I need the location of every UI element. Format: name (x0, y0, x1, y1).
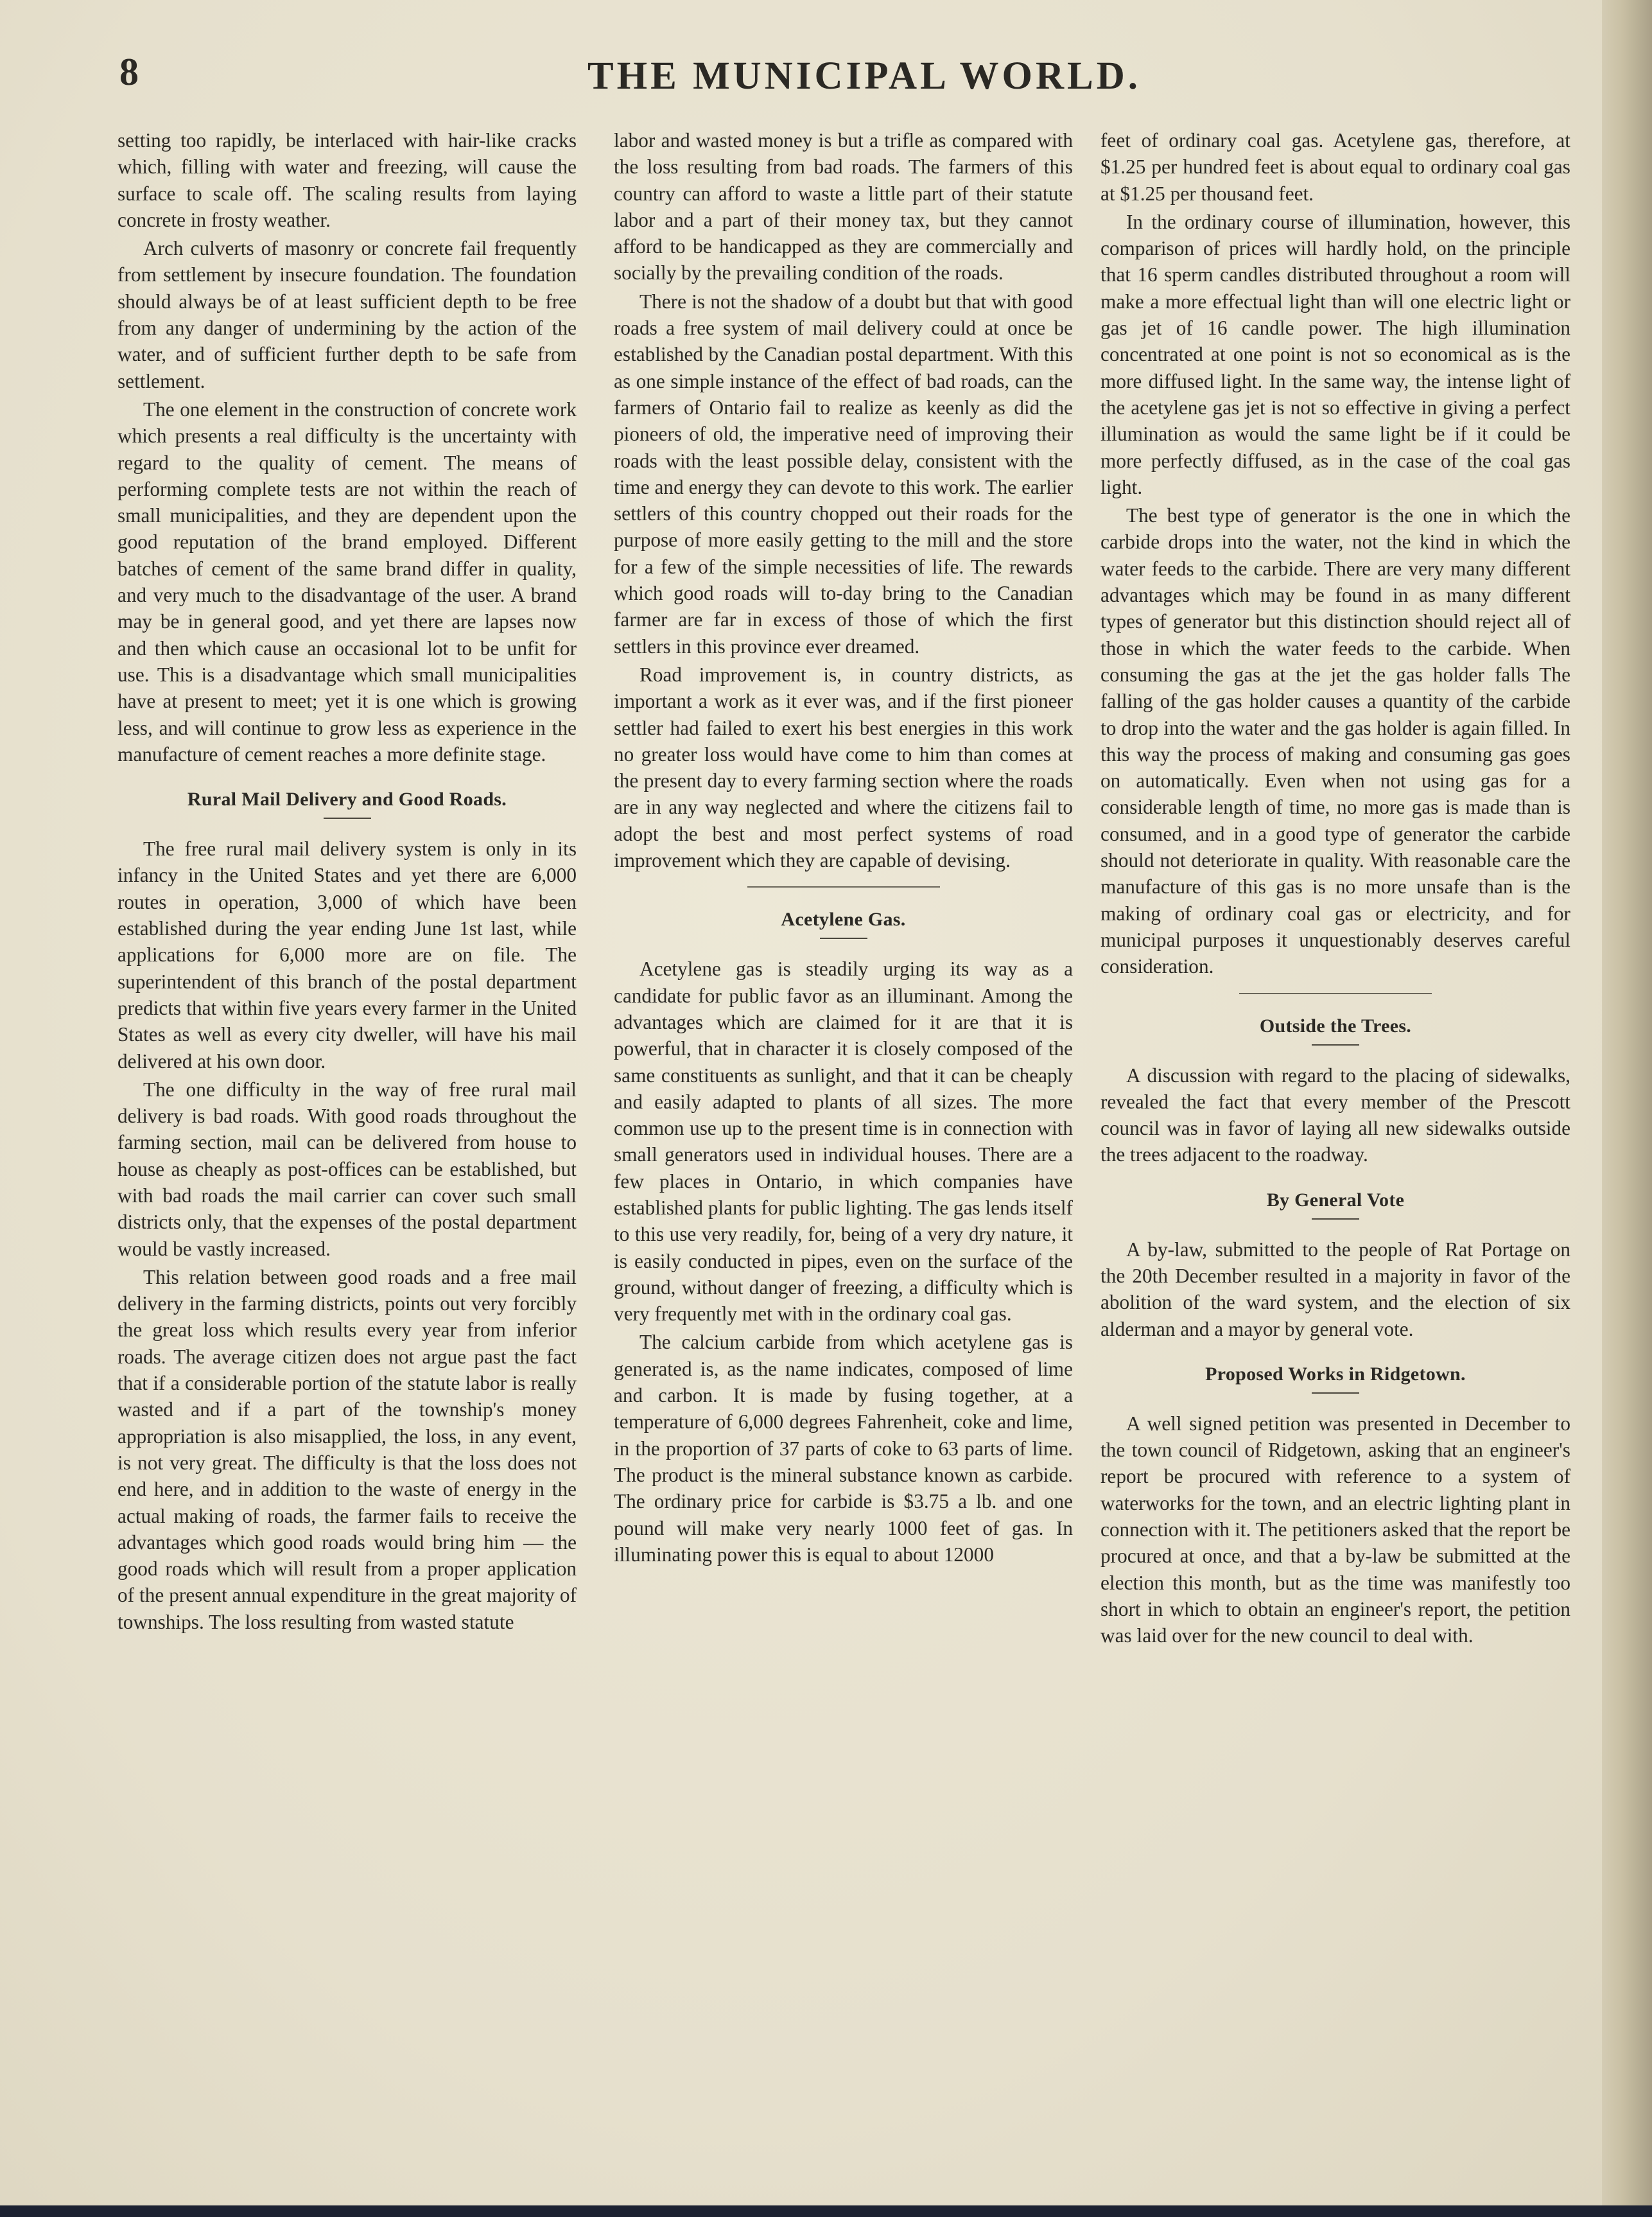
heading-rule (1312, 1218, 1359, 1220)
page-edge-bottom (0, 2205, 1652, 2217)
paragraph: Road improvement is, in country districts, as important a work as it ever was, and if the first pioneer settler had failed to exert his best energies in this work no greater loss would have come to him than comes at the present day to every farming section where the roads are in any way neglected and where the citizens fail to adopt the best and most perfect systems of road improvement which they are capable of devising. (614, 663, 1073, 872)
paragraph: The one element in the construction of concrete work which presents a real difficulty is the uncertainty with regard to the quality of cement. The means of performing complete tests are not within the reach of small municipalities, and they are dependent upon the good reputation of the brand employed. Different batches of cement of the same brand differ in quality, and very much to the disadvantage of the user. A brand may be in general good, and yet there are lapses now and then which cause an occasional lot to be unfit for use. This is a disadvantage which small municipalities have at present to meet; yet it is one which is growing less, and will continue to grow less as experience in the manufacture of cement reaches a more definite stage. (117, 398, 577, 766)
paragraph: In the ordinary course of illumination, however, this comparison of prices will hardly hold, on the principle that 16 sperm candles distributed throughout a room will make a more effectual light than will one electric light or gas jet of 16 candle power. The high illumination concentrated at one point is not so economical as is the more diffused light. In the same way, the intense light of the acetylene gas jet is not so effective in giving a perfect illumination as would the same light be if it could be more perfectly diffused, as in the case of the coal gas light. (1100, 210, 1570, 498)
paragraph: labor and wasted money is but a trifle as compared with the loss resulting from bad roads. The farmers of this country can afford to waste a little part of their statute labor and a part of their money tax, but they cannot afford to be handicapped as they are commercially and socially by the prevailing condition of the roads. (614, 129, 1073, 285)
section-divider (747, 886, 940, 888)
paragraph: A discussion with regard to the placing of sidewalks, revealed the fact that every member of the Prescott council was in favor of laying all new sidewalks outside the trees adjacent to the roadway. (1100, 1064, 1570, 1166)
paragraph: There is not the shadow of a doubt but that with good roads a free system of mail delivery could at once be established by the Canadian postal department. With this as one simple instance of the effect of bad roads, can the farmers of Ontario fail to realize as keenly as did the pioneers of old, the imperative need of improving their roads with the least possible delay, consistent with the time and energy they can devote to this work. The earlier settlers of this country chopped out their roads for the purpose of more easily getting to the mill and the store for a few of the simple necessities of life. The rewards which good roads will to-day bring to the Canadian farmer are far in excess of those of which the first settlers in this province ever dreamed. (614, 290, 1073, 658)
paragraph: The calcium carbide from which acetylene gas is generated is, as the name indicates, composed of lime and carbon. It is made by fusing together, at a temperature of 6,000 degrees Fahrenheit, coke and lime, in the proportion of 37 parts of coke to 63 parts of lime. The product is the mineral substance known as carbide. The ordinary price for carbide is $3.75 a lb. and one pound will make very nearly 1000 feet of gas. In illuminating power this is equal to about 12000 (614, 1331, 1073, 1566)
paragraph: Arch culverts of masonry or concrete fail frequently from settlement by insecure foundation. The foundation should always be of at least sufficient depth to be free from any danger of undermining by the action of the water, and of sufficient further depth to be safe from settlement. (117, 237, 577, 392)
paragraph: A by-law, submitted to the people of Rat Portage on the 20th December resulted in a majority in favor of the abolition of the ward system, and the election of six alderman and a mayor by general vote. (1100, 1238, 1570, 1340)
page-number: 8 (119, 51, 140, 93)
heading-rule (1312, 1392, 1359, 1394)
section-heading: Acetylene Gas. (781, 909, 906, 931)
paragraph: The one difficulty in the way of free rural mail delivery is bad roads. With good roads throughout the farming section, mail can be delivered from house to house as cheaply as post-offices can be established, but with bad roads the mail carrier can cover such small districts only, that the expenses of the postal department would be vastly increased. (117, 1078, 577, 1260)
paragraph: The free rural mail delivery system is only in its infancy in the United States and yet there are 6,000 routes in operation, 3,000 of which have been established during the year ending June 1st last, while applications for 6,000 more are on file. The superintendent of this branch of the postal department predicts that within five years every farmer in the United States as well as every city dweller, will have his mail delivered at his own door. (117, 837, 577, 1073)
page-edge-right (1602, 0, 1652, 2217)
paragraph: The best type of generator is the one in which the carbide drops into the water, not the kind in which the water feeds to the carbide. There are very many different advantages which may be found in as many different types of generator but this distinction should reject all of those in which the water feeds to the carbide. When consuming the gas at the jet the gas holder falls The falling of the gas holder causes a quantity of the carbide to drop into the water and the gas holder is again filled. In this way the process of making and consuming gas goes on automatically. Even when not using gas for a considerable length of time, no more gas is made than is consumed, and in a good type of generator the carbide should not deteriorate in quality. With reasonable care the manufacture of this gas is no more unsafe than is the making of ordinary coal gas or electricity, and for municipal purposes it unquestionably deserves careful consideration. (1100, 504, 1570, 978)
section-heading: Rural Mail Delivery and Good Roads. (187, 789, 507, 811)
section-heading: By General Vote (1266, 1189, 1405, 1211)
paragraph: This relation between good roads and a free mail delivery in the farming districts, points out very forcibly the great loss which results every year from inferior roads. The average citizen does not argue past the fact that if a considerable portion of the statute labor is really wasted and if a part of the township's money appropriation is also misapplied, the loss, in any event, is not very great. The difficulty is that the loss does not end here, and in addition to the waste of energy in the actual making of roads, the farmer fails to receive the advantages which good roads would bring him — the good roads which will result from a proper application of the present annual expenditure in the great majority of townships. The loss resulting from wasted statute (117, 1265, 577, 1633)
heading-rule (820, 938, 867, 939)
column-2 (614, 127, 1073, 1570)
column-1 (117, 127, 577, 1637)
paragraph: feet of ordinary coal gas. Acetylene gas, therefore, at $1.25 per hundred feet is about equal to ordinary coal gas at $1.25 per thousand feet. (1100, 129, 1570, 205)
heading-rule (324, 818, 371, 819)
paragraph: setting too rapidly, be interlaced with hair-like cracks which, filling with water and freezing, will cause the surface to scale off. The scaling results from laying concrete in frosty weather. (117, 129, 577, 231)
paragraph: A well signed petition was presented in December to the town council of Ridgetown, asking that an engineer's report be procured with reference to a system of waterworks for the town, and an electric lighting plant in connection with it. The petitioners asked that the report be procured at once, and that a by-law be submitted at the election this month, but as the time was manifestly too short in which to obtain an engineer's report, the petition was laid over for the new council to deal with. (1100, 1412, 1570, 1647)
section-heading: Outside the Trees. (1259, 1015, 1412, 1037)
section-heading: Proposed Works in Ridgetown. (1205, 1363, 1466, 1385)
running-header-title: THE MUNICIPAL WORLD. (587, 55, 1142, 98)
column-3 (1100, 127, 1570, 1651)
paragraph: Acetylene gas is steadily urging its way as a candidate for public favor as an illuminant. Among the advantages which are claimed for it are that it is powerful, that in character it is closely composed of the same constituents as sunlight, and that it can be cheaply and easily adapted to plants of all sizes. The more common use up to the present time is in connection with small generators used in individual houses. There are a few places in Ontario, in which companies have established plants for public lighting. The gas lends itself to this use very readily, for, being of a very dry nature, it is easily conducted in pipes, even on the surface of the ground, without danger of freezing, a difficulty which is very frequently met with in the ordinary coal gas. (614, 958, 1073, 1326)
heading-rule (1312, 1044, 1359, 1046)
section-divider (1239, 993, 1432, 994)
